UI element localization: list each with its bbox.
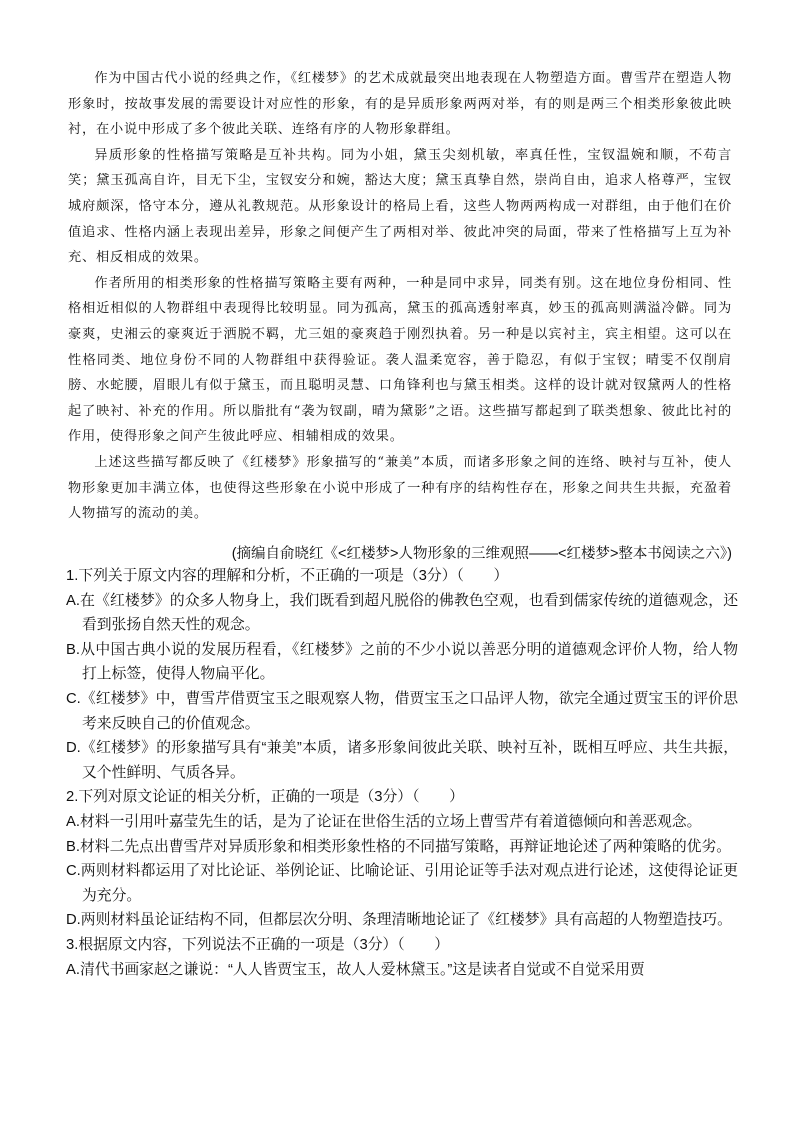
option-a: A.在《红楼梦》的众多人物身上，我们既看到超凡脱俗的佛教色空观，也看到儒家传统的道德观念，还看到张扬自然天性的观念。: [66, 592, 738, 634]
passage-paragraph-1: 作为中国古代小说的经典之作，《红楼梦》的艺术成就最突出地表现在人物塑造方面。曹雪芹在塑造人物形象时，按故事发展的需要设计对应性的形象，有的是异质形象两两对举，有的则是两三个相类形象彼此映衬，在小说中形成了多个彼此关联、连络有序的人物形象群组。: [68, 71, 732, 138]
option-d: D.《红楼梦》的形象描写具有“兼美”本质，诸多形象间彼此关联、映衬互补，既相互呼应、共生共振，又个性鲜明、气质各异。: [66, 740, 738, 781]
passage-paragraph-2: 异质形象的性格描写策略是互补共构。同为小姐，黛玉尖刻机敏，率真任性，宝钗温婉和顺，不苟言笑；黛玉孤高自许，目无下尘，宝钗安分和婉，豁达大度；黛玉真挚自然，崇尚自由，追求人格尊严，宝钗城府颇深，恪守本分，遵从礼教规范。从形象设计的格局上看，这些人物两两构成一对群组，由于他们在价值追求、性格内涵上表现出差异，形象之间便产生了两相对举、彼此冲突的局面，带来了性格描写上互为补充、相反相成的效果。: [68, 147, 732, 266]
passage-paragraph-4: 上述这些描写都反映了《红楼梦》形象描写的“兼美”本质，而诸多形象之间的连络、映衬与互补，使人物形象更加丰满立体，也使得这些形象在小说中形成了一种有序的结构性存在，形象之间共生共振，充盈着人物描写的流动的美。: [68, 454, 732, 522]
option-d: D.两则材料虽论证结构不同，但都层次分明、条理清晰地论证了《红楼梦》具有高超的人物塑造技巧。: [66, 912, 732, 929]
question-stem: 2.下列对原文论证的相关分析，正确的一项是（3分）（ ）: [66, 789, 464, 806]
passage-source-citation: (摘编自俞晓红《<红楼梦>人物形象的三维观照——<红楼梦>整本书阅读之六》): [231, 546, 732, 562]
question-list: [66, 564, 738, 982]
passage-paragraph-3: 作者所用的相类形象的性格描写策略主要有两种，一种是同中求异，同类有别。这在地位身份相同、性格相近相似的人物群组中表现得比较明显。同为孤高，黛玉的孤高透射率真，妙玉的孤高则满溢冷僻。同为豪爽，史湘云的豪爽近于洒脱不羁，尤三姐的豪爽趋于刚烈执着。另一种是以宾衬主，宾主相望。这可以在性格同类、地位身份不同的人物群组中获得验证。袭人温柔宽容，善于隐忍，有似于宝钗；晴雯不仅削肩膀、水蛇腰，眉眼儿有似于黛玉，而且聪明灵慧、口角锋利也与黛玉相类。这样的设计就对钗黛两人的性格起了映衬、补充的作用。所以脂批有“袭为钗副，晴为黛影”之语。这些描写都起到了联类想象、彼此比衬的作用，使得形象之间产生彼此呼应、相辅相成的效果。: [68, 275, 732, 445]
question-3: [66, 933, 738, 982]
option-a: A.清代书画家赵之谦说：“人人皆贾宝玉，故人人爱林黛玉。”这是读者自觉或不自觉采用贾: [66, 961, 645, 978]
option-b: B.材料二先点出曹雪芹对异质形象和相类形象性格的不同描写策略，再辩证地论述了两种策略的优劣。: [66, 838, 732, 855]
question-2: [66, 785, 738, 933]
option-a: A.材料一引用叶嘉莹先生的话，是为了论证在世俗生活的立场上曹雪芹有着道德倾向和善恶观念。: [66, 813, 702, 830]
question-stem: 1.下列关于原文内容的理解和分析，不正确的一项是（3分）（ ）: [66, 568, 509, 584]
option-c: C.《红楼梦》中，曹雪芹借贾宝玉之眼观察人物，借贾宝玉之口品评人物，欲完全通过贾宝玉的评价思考来反映自己的价值观念。: [66, 690, 738, 732]
reading-passage: [68, 66, 732, 527]
question-stem: 3.根据原文内容，下列说法不正确的一项是（3分）（ ）: [66, 936, 450, 953]
option-c: C.两则材料都运用了对比论证、举例论证、比喻论证、引用论证等手法对观点进行论述，这使得论证更为充分。: [66, 863, 738, 904]
option-b: B.从中国古典小说的发展历程看，《红楼梦》之前的不少小说以善恶分明的道德观念评价人物，给人物打上标签，使得人物扁平化。: [66, 641, 738, 683]
question-1: [66, 564, 738, 785]
